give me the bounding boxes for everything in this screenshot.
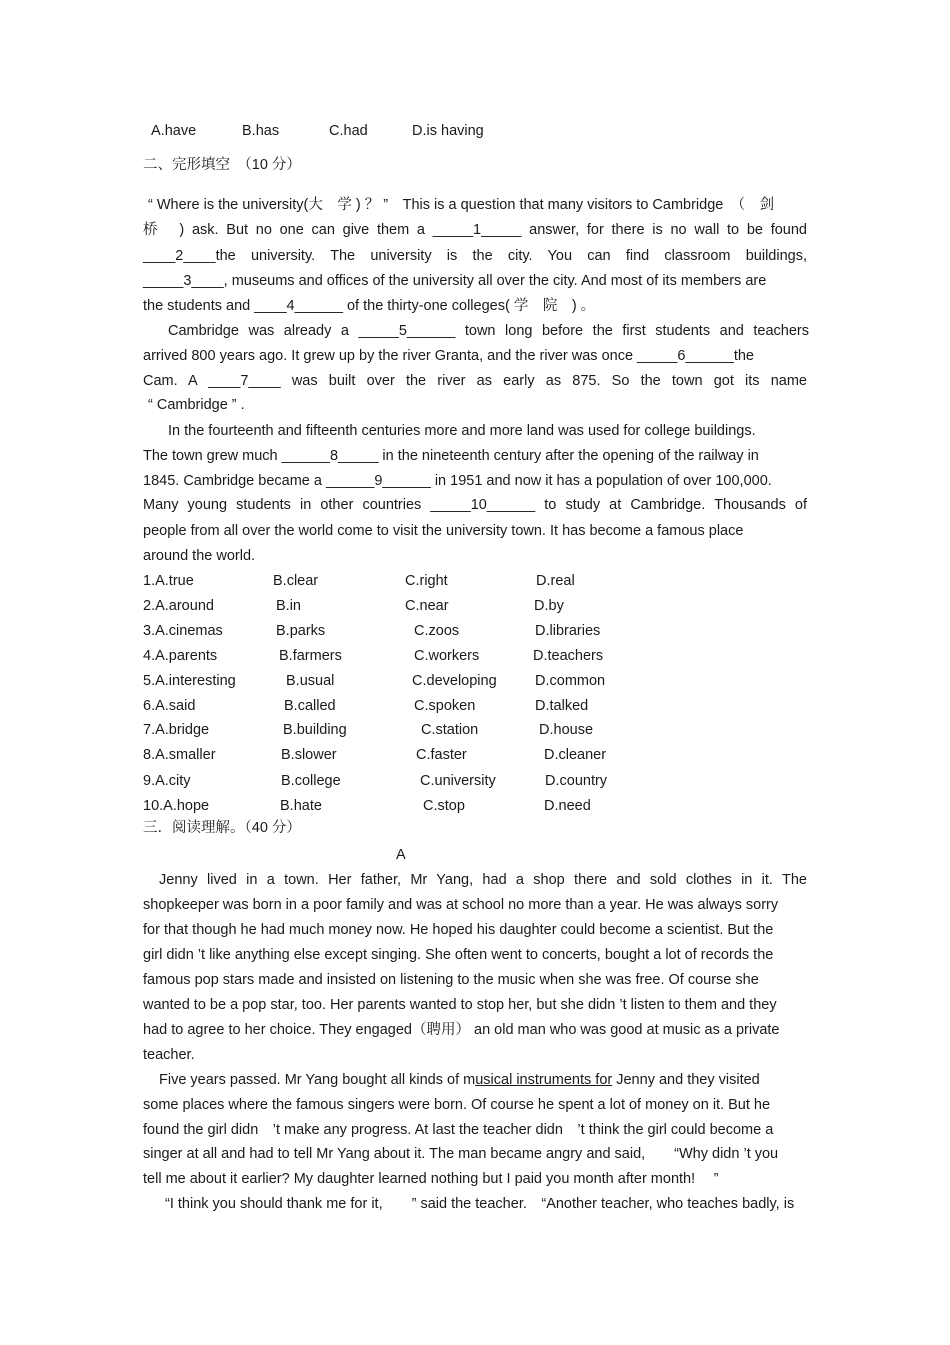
option: D.house	[539, 722, 594, 738]
text-line: the students and ____4______ of the thirty-one colleges( 学 院 ) 。	[143, 298, 596, 314]
option: C.near	[405, 598, 449, 614]
text-line: around the world.	[143, 548, 256, 564]
option-c: C.had	[329, 123, 368, 139]
text-line: people from all over the world come to visit the university town. It has become a famous place	[143, 523, 744, 539]
text-segment: Five years passed. Mr Yang bought all kinds of m	[159, 1072, 476, 1088]
option: D.cleaner	[544, 747, 607, 763]
option: 5.A.interesting	[143, 673, 236, 689]
text-line: “ Cambridge ” .	[148, 397, 245, 413]
underlined-phrase: usical instruments for	[475, 1072, 613, 1088]
option: D.real	[536, 573, 575, 589]
text-line: famous pop stars made and insisted on listening to the music when she was free. Of course she	[143, 972, 759, 988]
option: C.university	[420, 773, 496, 789]
option: B.college	[281, 773, 341, 789]
option: 2.A.around	[143, 598, 214, 614]
text-line: “ Where is the university(大 学 ) ？ ” This is a question that many visitors to Cambridge （ 剑	[148, 197, 775, 213]
reading-paragraph-3: “I think you should thank me for it, ” said the teacher. “Another teacher, who teaches badly, is	[165, 1196, 795, 1212]
option-a: A.have	[151, 123, 197, 139]
option: 3.A.cinemas	[143, 623, 223, 639]
option: B.farmers	[279, 648, 342, 664]
option: C.right	[405, 573, 448, 589]
passage-label: A	[396, 847, 406, 863]
text-line: Many young students in other countries _____10______ to study at Cambridge. Thousands of	[143, 497, 807, 513]
text-line: tell me about it earlier? My daughter learned nothing but I paid you month after month! ”	[143, 1171, 719, 1187]
option: D.libraries	[535, 623, 601, 639]
text-line: for that though he had much money now. He hoped his daughter could become a scientist. But the	[143, 922, 774, 938]
option: B.in	[276, 598, 301, 614]
option: B.slower	[281, 747, 337, 763]
text-line: 桥 ) ask. But no one can give them a _____1_____ answer, for there is no wall to be found	[143, 222, 807, 238]
option: C.spoken	[414, 698, 476, 714]
text-line: singer at all and had to tell Mr Yang about it. The man became angry and said, “Why didn ’t you	[143, 1146, 779, 1162]
option: 10.A.hope	[143, 798, 210, 814]
option: 9.A.city	[143, 773, 191, 789]
text-line: girl didn ’t like anything else except singing. She often went to concerts, bought a lot of records the	[143, 947, 774, 963]
option: D.by	[534, 598, 564, 614]
text-line: had to agree to her choice. They engaged（聘用） an old man who was good at music as a private	[143, 1022, 780, 1038]
option: D.need	[544, 798, 591, 814]
text-line: found the girl didn ’t make any progress. At last the teacher didn ’t think the girl could become a	[143, 1122, 774, 1138]
option: B.hate	[280, 798, 322, 814]
option: C.station	[421, 722, 479, 738]
option-b: B.has	[242, 123, 280, 139]
text-line: shopkeeper was born in a poor family and was at school no more than a year. He was always sorry	[143, 897, 779, 913]
text-line: 1845. Cambridge became a ______9______ in 1951 and now it has a population of over 100,000.	[143, 473, 772, 489]
text-line: some places where the famous singers were born. Of course he spent a lot of money on it. But he	[143, 1097, 771, 1113]
text-line: Jenny lived in a town. Her father, Mr Yang, had a shop there and sold clothes in it. The	[159, 872, 807, 888]
option: B.usual	[286, 673, 335, 689]
option: C.zoos	[414, 623, 460, 639]
text-line: _____3____, museums and offices of the university all over the city. And most of its members are	[143, 273, 767, 289]
option: D.common	[535, 673, 606, 689]
text-line	[159, 1070, 760, 1090]
text-segment: Jenny and they visited	[612, 1072, 760, 1088]
option: B.building	[283, 722, 347, 738]
option: B.parks	[276, 623, 326, 639]
text-line: teacher.	[143, 1047, 195, 1063]
text-line: arrived 800 years ago. It grew up by the river Granta, and the river was once _____6______the	[143, 348, 754, 364]
text-line: ____2____the university. The university is the city. You can find classroom buildings,	[143, 248, 807, 264]
option: C.stop	[423, 798, 465, 814]
option: D.teachers	[533, 648, 604, 664]
option: C.workers	[414, 648, 480, 664]
option: B.clear	[273, 573, 319, 589]
option: 1.A.true	[143, 573, 194, 589]
text-line: In the fourteenth and fifteenth centuries more and more land was used for college buildings.	[168, 423, 756, 439]
option: 6.A.said	[143, 698, 196, 714]
text-line: wanted to be a pop star, too. Her parents wanted to stop her, but she didn ’t listen to them and they	[143, 997, 777, 1013]
section-heading-reading: 三．阅读理解。（40 分）	[143, 820, 301, 836]
option: C.faster	[416, 747, 467, 763]
option: 7.A.bridge	[143, 722, 210, 738]
option: D.talked	[535, 698, 589, 714]
option: B.called	[284, 698, 336, 714]
option: C.developing	[412, 673, 497, 689]
text-line: The town grew much ______8_____ in the nineteenth century after the opening of the railway in	[143, 448, 759, 464]
option: 8.A.smaller	[143, 747, 216, 763]
text-line: Cambridge was already a _____5______ town long before the first students and teachers	[168, 323, 809, 339]
option: D.country	[545, 773, 608, 789]
text-line: Cam. A ____7____ was built over the river as early as 875. So the town got its name	[143, 373, 807, 389]
section-heading-cloze: 二、完形填空 （10 分）	[143, 157, 301, 173]
option-d: D.is having	[412, 123, 484, 139]
option: 4.A.parents	[143, 648, 218, 664]
